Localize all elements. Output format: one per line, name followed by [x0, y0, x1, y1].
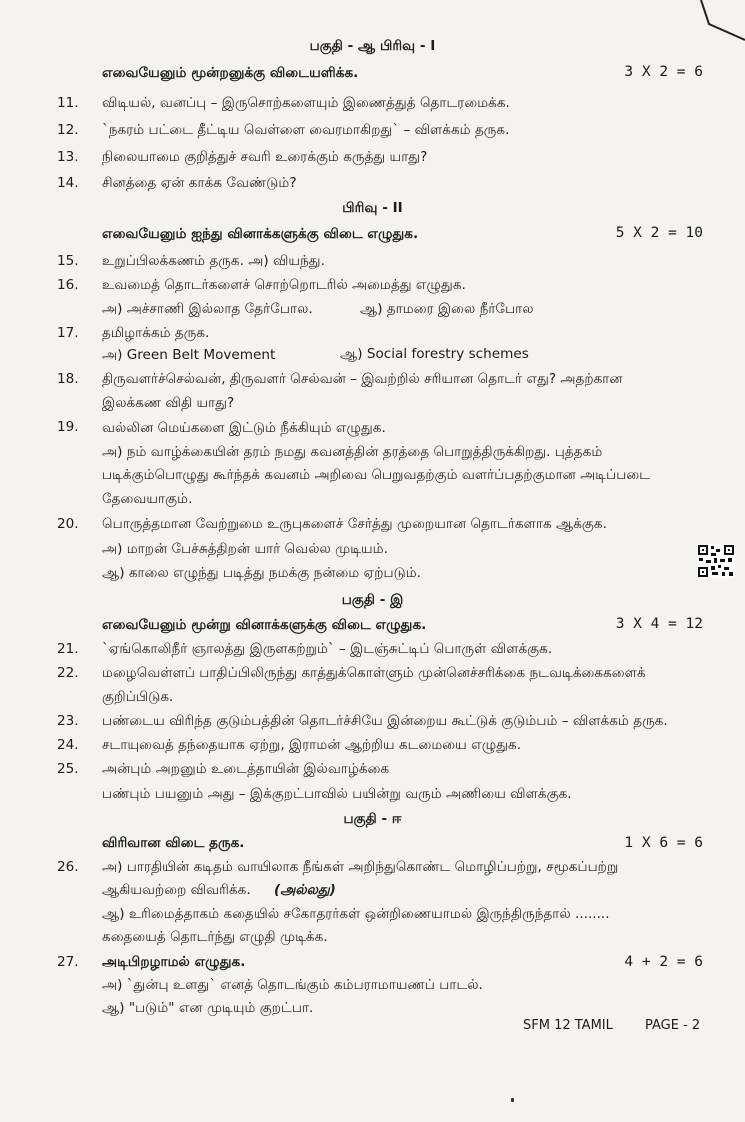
question-number: 14. — [57, 175, 79, 191]
option-a: அ) பாரதியின் கடிதம் வாயிலாக நீங்கள் அறிந்துகொண்ட மொழிப்பற்று, சமூகப்பற்று — [102, 859, 619, 875]
instruction-i: எவையேனும் மூன்று வினாக்களுக்கு விடை எழுதுக. — [102, 617, 427, 633]
question-text: திருவளர்ச்செல்வன், திருவளர் செல்வன் – இவற்றில் சரியான தொடர் எது? அதற்கான — [102, 371, 623, 387]
question-text: மழைவெள்ளப் பாதிப்பிலிருந்து காத்துக்கொள்ளும் முன்னெச்சரிக்கை நடவடிக்கைகளைக் — [102, 665, 646, 681]
option-a: அ) `துன்பு உளது` எனத் தொடங்கும் கம்பராமாயணப் பாடல். — [102, 977, 483, 993]
page-corner-fold-icon — [695, 0, 745, 42]
option-b: ஆ) "படும்" என முடியும் குறட்பா. — [102, 1000, 314, 1016]
question-text: விடியல், வனப்பு – இருசொற்களையும் இணைத்துத் தொடரமைக்க. — [102, 95, 510, 111]
qr-code-icon — [697, 544, 735, 578]
question-number: 23. — [57, 713, 79, 729]
question-text: சடாயுவைத் தந்தையாக ஏற்று, இராமன் ஆற்றிய கடமையை எழுதுக. — [102, 737, 522, 753]
question-number: 19. — [57, 419, 79, 435]
footer-page: PAGE - 2 — [645, 1018, 701, 1033]
marks-q27: 4 + 2 = 6 — [624, 954, 703, 970]
question-text: சினத்தை ஏன் காக்க வேண்டும்? — [102, 175, 297, 191]
speck — [511, 1098, 514, 1102]
option-a: அ) நம் வாழ்க்கையின் தரம் நமது கவனத்தின் தரத்தை பொறுத்திருக்கிறது. புத்தகம் — [102, 444, 603, 460]
section-header-aa-2: பிரிவு - II — [342, 200, 403, 216]
question-text: உறுப்பிலக்கணம் தருக. அ) வியந்து. — [102, 253, 325, 269]
question-number: 17. — [57, 325, 79, 341]
question-text: வல்லின மெய்களை இட்டும் நீக்கியும் எழுதுக. — [102, 420, 386, 436]
instruction-aa-1: எவையேனும் மூன்றனுக்கு விடையளிக்க. — [102, 65, 359, 81]
question-number: 16. — [57, 277, 79, 293]
section-header-aa-1: பகுதி - ஆ பிரிவு - I — [309, 38, 436, 54]
option-a: அ) மாறன் பேச்சுத்திறன் யார் வெல்ல முடியம். — [102, 541, 388, 557]
or-label: (அல்லது) — [274, 882, 336, 898]
question-text: தமிழாக்கம் தருக. — [102, 325, 210, 341]
question-number: 25. — [57, 761, 79, 777]
instruction-aa-2: எவையேனும் ஐந்து வினாக்களுக்கு விடை எழுதுக. — [102, 226, 419, 242]
question-number: 21. — [57, 641, 79, 657]
instruction-ii: விரிவான விடை தருக. — [102, 835, 245, 851]
question-text: `ஏங்கொலிநீர் ஞாலத்து இருளகற்றும்` – இடஞ்சுட்டிப் பொருள் விளக்குக. — [102, 641, 553, 657]
option-a: அ) அச்சாணி இல்லாத தேர்போல. — [102, 301, 313, 317]
question-text: உவமைத் தொடர்களைச் சொற்றொடரில் அமைத்து எழுதுக. — [102, 277, 466, 293]
option-a-cont: ஆகியவற்றை விவரிக்க. — [102, 882, 251, 898]
question-number: 15. — [57, 253, 79, 269]
question-number: 18. — [57, 371, 79, 387]
question-text-cont: இலக்கண விதி யாது? — [102, 395, 235, 411]
option-a-cont: படிக்கும்பொழுது கூர்ந்தக் கவனம் அறிவை பெறுவதற்கும் வளர்ப்பதற்குமான அடிப்படை — [102, 467, 651, 483]
question-text: `நகரம் பட்டை தீட்டிய வெள்ளை வைரமாகிறது` – விளக்கம் தருக. — [102, 122, 510, 138]
option-b: ஆ) Social forestry schemes — [340, 346, 529, 362]
option-b-cont: கதையைத் தொடர்ந்து எழுதி முடிக்க. — [102, 929, 328, 945]
question-number: 22. — [57, 665, 79, 681]
option-b: ஆ) காலை எழுந்து படித்து நமக்கு நன்மை ஏற்படும். — [102, 565, 421, 581]
option-a-cont: தேவையாகும். — [102, 491, 193, 507]
option-a: அ) Green Belt Movement — [102, 347, 276, 363]
marks-ii: 1 X 6 = 6 — [624, 835, 703, 851]
question-number: 24. — [57, 737, 79, 753]
question-number: 12. — [57, 122, 79, 138]
option-b: ஆ) தாமரை இலை நீர்போல — [360, 301, 534, 317]
marks-aa-2: 5 X 2 = 10 — [615, 225, 703, 241]
question-number: 13. — [57, 149, 79, 165]
question-text: பண்டைய விரிந்த குடும்பத்தின் தொடர்ச்சியே இன்றைய கூட்டுக் குடும்பம் – விளக்கம் தருக. — [102, 713, 668, 729]
question-text: பொருத்தமான வேற்றுமை உருபுகளைச் சேர்த்து முறையான தொடர்களாக ஆக்குக. — [102, 516, 607, 532]
question-text: அன்பும் அறனும் உடைத்தாயின் இல்வாழ்க்கை — [102, 761, 390, 777]
section-header-ii: பகுதி - ஈ — [343, 811, 402, 827]
question-text: அடிபிறழாமல் எழுதுக. — [102, 954, 246, 970]
question-text-cont: குறிப்பிடுக. — [102, 689, 174, 705]
question-number: 20. — [57, 516, 79, 532]
question-number: 26. — [57, 859, 79, 875]
question-number: 27. — [57, 954, 79, 970]
question-text-cont: பண்பும் பயனும் அது – இக்குறட்பாவில் பயின்று வரும் அணியை விளக்குக. — [102, 786, 572, 802]
question-text: நிலையாமை குறித்துச் சவரி உரைக்கும் கருத்து யாது? — [102, 149, 428, 165]
marks-aa-1: 3 X 2 = 6 — [624, 64, 703, 80]
option-b: ஆ) உரிமைத்தாகம் கதையில் சகோதரர்கள் ஒன்றிணையாமல் இருந்திருந்தால் ........ — [102, 906, 610, 922]
question-number: 11. — [57, 95, 79, 111]
section-header-i: பகுதி - இ — [341, 592, 404, 608]
footer-code: SFM 12 TAMIL — [523, 1018, 613, 1033]
marks-i: 3 X 4 = 12 — [615, 616, 703, 632]
